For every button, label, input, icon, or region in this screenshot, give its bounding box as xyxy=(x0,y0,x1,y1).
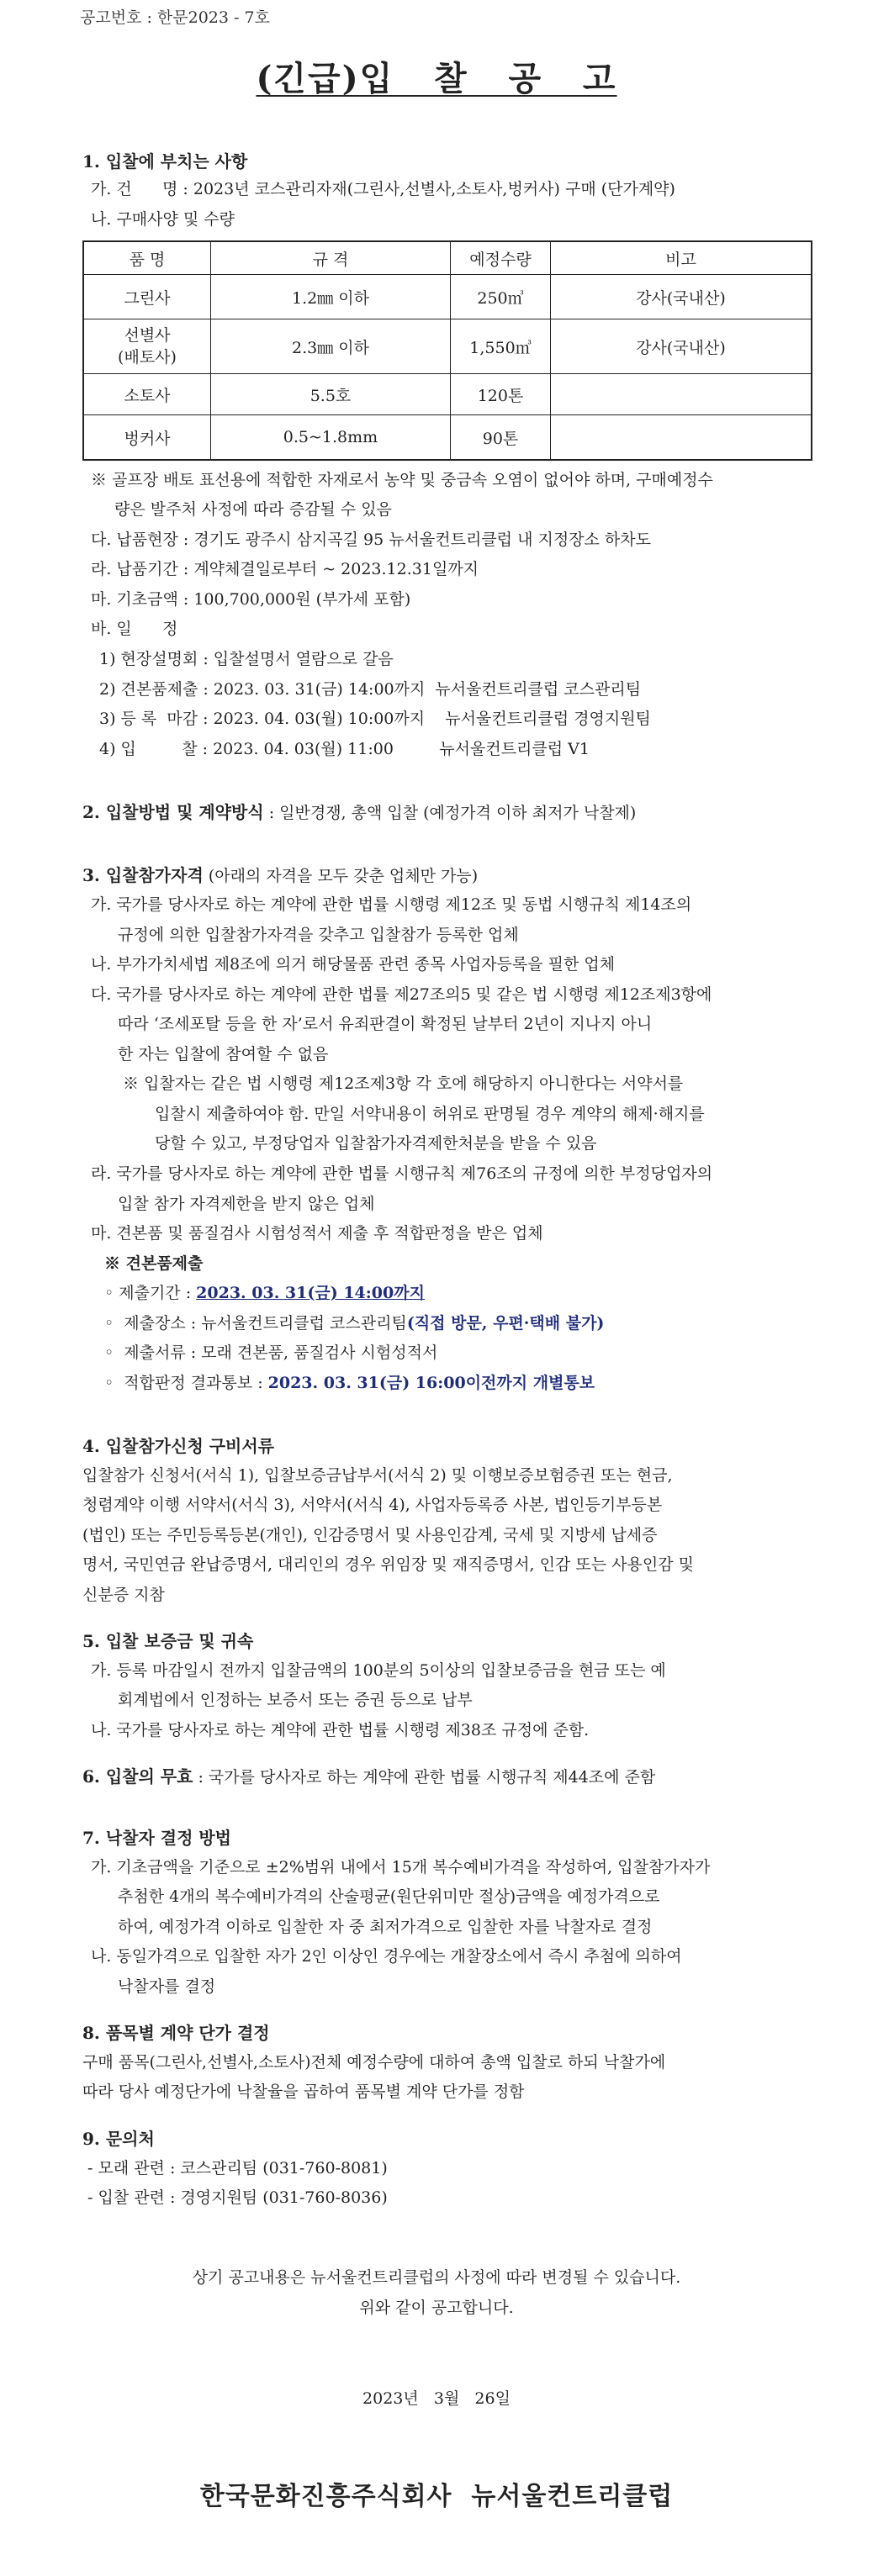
sample-place-value: (직접 방문, 우편·택배 불가) xyxy=(406,1314,605,1333)
table-header-cell: 예정수량 xyxy=(451,241,551,275)
contact-sand: - 모래 관련 : 코스관리팀 (031-760-8081) xyxy=(87,2159,388,2177)
s3-item-ma: 마. 견본품 및 품질검사 시험성적서 제출 후 적합판정을 받은 업체 xyxy=(91,1224,543,1243)
section-7-heading: 7. 낙찰자 결정 방법 xyxy=(82,1828,232,1848)
schedule-item: 4) 입 찰 : 2023. 04. 03(월) 11:00 뉴서울컨트리클럽 V1 xyxy=(99,740,590,758)
sample-period-label: ◦ 제출기간 : xyxy=(104,1284,197,1302)
s3-item-da: 다. 국가를 당사자로 하는 계약에 관한 법률 제27조의5 및 같은 법 시행령 제12조제3항에 xyxy=(91,985,712,1004)
s3-item-ga: 가. 국가를 당사자로 하는 계약에 관한 법률 시행령 제12조 및 동법 시행규칙 제14조의 xyxy=(91,895,692,914)
s4-line: 명서, 국민연금 완납증명서, 대리인의 경우 위임장 및 재직증명서, 인감 또는 사용인감 및 xyxy=(82,1555,694,1574)
table-cell-note xyxy=(551,415,812,461)
table-cell-note: 강사(국내산) xyxy=(551,275,812,319)
s1-item-ma: 마. 기초금액 : 100,700,000원 (부가세 포함) xyxy=(91,590,411,609)
table-header-cell: 비고 xyxy=(551,241,812,275)
table-cell-spec: 2.3㎜ 이하 xyxy=(211,319,451,374)
table-header-row xyxy=(83,241,812,275)
s3-item-ra-cont: 입찰 참가 자격제한을 받지 않은 업체 xyxy=(118,1195,375,1213)
s1-note-line: ※ 골프장 배토 표선용에 적합한 자재로서 농약 및 중금속 오염이 없어야 하며, 구매예정수 xyxy=(91,471,713,489)
s3-item-na: 나. 부가가치세법 제8조에 의거 해당물품 관련 종목 사업자등록을 필한 업체 xyxy=(91,955,616,974)
table-cell-qty: 250㎥ xyxy=(451,275,551,319)
s5-item-na: 나. 국가를 당사자로 하는 계약에 관한 법률 시행령 제38조 규정에 준함. xyxy=(91,1721,590,1739)
sample-result xyxy=(104,1370,595,1393)
s7-item-ga-cont: 추첨한 4개의 복수예비가격의 산술평균(원단위미만 절상)금액을 예정가격으로 xyxy=(118,1887,660,1906)
table-row xyxy=(83,275,812,319)
page-title xyxy=(0,52,873,100)
sample-place-label: ◦ 제출장소 : 뉴서울컨트리클럽 코스관리팀 xyxy=(104,1314,407,1333)
s4-line: 입찰참가 신청서(서식 1), 입찰보증금납부서(서식 2) 및 이행보증보험증권 또는 현금, xyxy=(82,1466,673,1485)
table-cell-note xyxy=(551,374,812,415)
table-cell-name: 그린사 xyxy=(83,275,211,319)
table-cell-spec: 5.5호 xyxy=(211,374,451,415)
table-cell-name: 소토사 xyxy=(83,374,211,415)
spec-table xyxy=(82,240,812,461)
s4-line: 청렴계약 이행 서약서(서식 3), 서약서(서식 4), 사업자등록증 사본, 법인등기부등본 xyxy=(82,1496,663,1514)
table-row xyxy=(83,319,812,374)
section-1-heading: 1. 입찰에 부치는 사항 xyxy=(82,151,248,172)
page-title-text: (긴급)입 찰 공 고 xyxy=(256,59,617,98)
issuer-name: 한국문화진흥주식회사 뉴서울컨트리클럽 xyxy=(199,2482,674,2511)
table-cell-qty: 90톤 xyxy=(451,415,551,461)
s3-da-note-cont: 당할 수 있고, 부정당업자 입찰참가자격제한처분을 받을 수 있음 xyxy=(155,1134,597,1153)
table-cell-name: 선별사 (배토사) xyxy=(83,319,211,374)
section-3-heading: 3. 입찰참가자격 xyxy=(82,865,204,885)
notice-number: 공고번호 : 한문2023 - 7호 xyxy=(80,8,270,27)
table-cell-spec: 1.2㎜ 이하 xyxy=(211,275,451,319)
table-cell-spec: 0.5~1.8mm xyxy=(211,415,451,461)
s1-item-ga: 가. 건 명 : 2023년 코스관리자재(그린사,선별사,소토사,벙커사) 구매 (단가계약) xyxy=(91,180,675,198)
notice-date: 2023년 3월 26일 xyxy=(362,2389,511,2408)
section-5-heading: 5. 입찰 보증금 및 귀속 xyxy=(82,1631,254,1651)
footer-note: 상기 공고내용은 뉴서울컨트리클럽의 사정에 따라 변경될 수 있습니다. xyxy=(192,2268,681,2287)
s1-item-na: 나. 구매사양 및 수량 xyxy=(91,210,235,229)
s8-line: 따라 당사 예정단가에 낙찰율을 곱하여 품목별 계약 단가를 정함 xyxy=(82,2082,525,2101)
sample-result-label: ◦ 적합판정 결과통보 : xyxy=(104,1374,268,1392)
schedule-item: 2) 견본품제출 : 2023. 03. 31(금) 14:00까지 뉴서울컨트리클럽 코스관리팀 xyxy=(99,680,642,699)
section-2-text: : 일반경쟁, 총액 입찰 (예정가격 이하 최저가 낙찰제) xyxy=(263,804,637,822)
s1-item-ba: 바. 일 정 xyxy=(91,620,178,638)
s7-item-ga-cont: 하여, 예정가격 이하로 입찰한 자 중 최저가격으로 입찰한 자를 낙찰자로 결정 xyxy=(118,1918,653,1936)
s1-item-da: 다. 납품현장 : 경기도 광주시 삼지곡길 95 뉴서울컨트리클럽 내 지정장소 하차도 xyxy=(91,531,651,549)
s3-da-note: ※ 입찰자는 같은 법 시행령 제12조제3항 각 호에 해당하지 아니한다는 서약서를 xyxy=(123,1074,684,1093)
s8-line: 구매 품목(그린사,선별사,소토사)전체 예정수량에 대하여 총액 입찰로 하되 낙찰가에 xyxy=(82,2053,666,2072)
s3-item-da-cont: 따라 ‘조세포탈 등을 한 자’로서 유죄판결이 확정된 날부터 2년이 지나지 아니 xyxy=(118,1015,653,1033)
section-3 xyxy=(82,862,478,886)
table-row xyxy=(83,374,812,415)
section-6 xyxy=(82,1763,655,1787)
s1-note-line: 량은 발주처 사정에 따라 증감될 수 있음 xyxy=(114,500,392,519)
s3-da-note-cont: 입찰시 제출하여야 함. 만일 서약내용이 허위로 판명될 경우 계약의 해제·해지를 xyxy=(155,1105,705,1123)
section-2-heading: 2. 입찰방법 및 계약방식 xyxy=(82,802,264,822)
table-cell-qty: 1,550㎥ xyxy=(451,319,551,374)
sample-period xyxy=(104,1280,425,1303)
s3-item-ga-cont: 규정에 의한 입찰참가자격을 갖추고 입찰참가 등록한 업체 xyxy=(118,926,519,944)
sample-documents: ◦ 제출서류 : 모래 견본품, 품질검사 시험성적서 xyxy=(104,1343,438,1362)
table-header-cell: 규 격 xyxy=(211,241,451,275)
s7-item-na-cont: 낙찰자를 결정 xyxy=(118,1977,216,1996)
section-2 xyxy=(82,799,636,823)
sample-place xyxy=(104,1311,604,1333)
contact-bid: - 입찰 관련 : 경영지원팀 (031-760-8036) xyxy=(87,2188,388,2207)
s1-item-ra: 라. 납품기간 : 계약체결일로부터 ~ 2023.12.31일까지 xyxy=(91,560,479,578)
s3-item-ra: 라. 국가를 당사자로 하는 계약에 관한 법률 시행규칙 제76조의 규정에 의한 부정당업자의 xyxy=(91,1164,713,1183)
sample-period-value: 2023. 03. 31(금) 14:00까지 xyxy=(196,1284,425,1302)
section-6-heading: 6. 입찰의 무효 xyxy=(82,1766,193,1787)
sample-result-value: 2023. 03. 31(금) 16:00이전까지 개별통보 xyxy=(267,1374,595,1392)
s3-item-da-cont: 한 자는 입찰에 참여할 수 없음 xyxy=(118,1045,329,1064)
schedule-item: 1) 현장설명회 : 입찰설명서 열람으로 갈음 xyxy=(99,650,394,668)
s4-line: 신분증 지참 xyxy=(82,1586,165,1604)
section-8-heading: 8. 품목별 계약 단가 결정 xyxy=(82,2023,270,2043)
section-3-heading-sub: (아래의 자격을 모두 갖춘 업체만 가능) xyxy=(203,867,479,885)
table-row xyxy=(83,415,812,461)
schedule-item: 3) 등 록 마감 : 2023. 04. 03(월) 10:00까지 뉴서울컨트리클럽 경영지원팀 xyxy=(99,710,651,728)
table-cell-note: 강사(국내산) xyxy=(551,319,812,374)
table-cell-name: 벙커사 xyxy=(83,415,211,461)
s5-item-ga: 가. 등록 마감일시 전까지 입찰금액의 100분의 5이상의 입찰보증금을 현금 또는 예 xyxy=(91,1661,666,1680)
sample-submission-heading: ※ 견본품제출 xyxy=(104,1254,204,1273)
s5-item-ga-cont: 회계법에서 인정하는 보증서 또는 증권 등으로 납부 xyxy=(118,1691,473,1709)
section-6-text: : 국가를 당사자로 하는 계약에 관한 법률 시행규칙 제44조에 준함 xyxy=(193,1768,656,1787)
table-cell-qty: 120톤 xyxy=(451,374,551,415)
s7-item-na: 나. 동일가격으로 입찰한 자가 2인 이상인 경우에는 개찰장소에서 즉시 추첨에 의하여 xyxy=(91,1947,682,1966)
section-4-heading: 4. 입찰참가신청 구비서류 xyxy=(82,1436,275,1456)
table-header-cell: 품 명 xyxy=(83,241,211,275)
footer-note: 위와 같이 공고합니다. xyxy=(359,2299,514,2317)
s4-line: (법인) 또는 주민등록등본(개인), 인감증명서 및 사용인감계, 국세 및 지방세 납세증 xyxy=(82,1526,658,1544)
s7-item-ga: 가. 기초금액을 기준으로 ±2%범위 내에서 15개 복수예비가격을 작성하여, 입찰참가자가 xyxy=(91,1858,711,1877)
section-9-heading: 9. 문의처 xyxy=(82,2129,155,2149)
